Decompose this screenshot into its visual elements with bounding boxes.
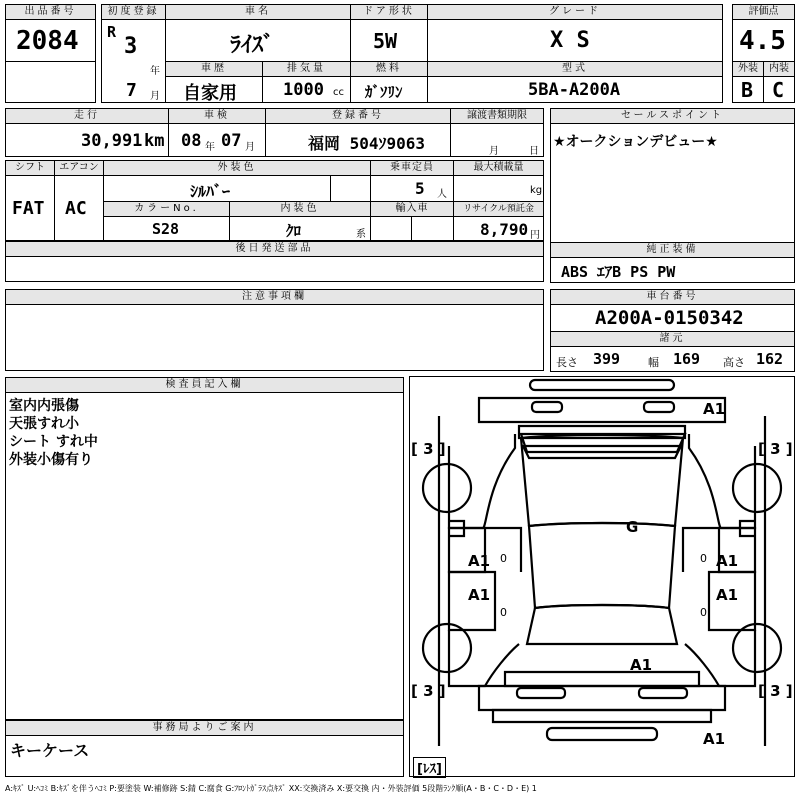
mark-front-bumper: A1: [703, 400, 726, 418]
int-color-cell: [229, 216, 371, 241]
mileage-label: 走行: [5, 108, 169, 124]
grade: X S: [550, 28, 590, 53]
grade-cell: [427, 19, 723, 62]
km-unit: km: [144, 131, 165, 151]
insp-year-unit: 年: [205, 142, 215, 153]
model: 5BA-A200A: [528, 80, 621, 100]
transfer-cell: [450, 123, 544, 157]
tire-rear-left: [423, 624, 471, 672]
shift: FAT: [12, 198, 45, 219]
front-grille-bar: [530, 380, 674, 390]
chassis-cell: [550, 304, 795, 332]
exterior-label: 外装: [732, 61, 764, 77]
car-name-label: 車名: [165, 4, 351, 20]
import-cell-2: [411, 216, 454, 241]
inspector-line-1: 室内内張傷: [9, 398, 79, 414]
inspector-line-2: 天張すれ小: [9, 416, 79, 432]
score-label: 評価点: [732, 4, 795, 20]
genuine-cell: [550, 257, 795, 283]
front-light-left: [532, 402, 562, 412]
office-note: キーケース: [10, 741, 90, 760]
door-cell: [350, 19, 428, 62]
rear-fender-left: [449, 630, 519, 686]
max-load-cell: [453, 175, 544, 202]
exterior-cell: [732, 76, 764, 103]
chassis-label: 車台番号: [550, 289, 795, 305]
car-damage-diagram: [409, 376, 795, 777]
mark-tire-bottom-right: [ 3 ]: [758, 682, 793, 700]
spec-label: 諸元: [550, 331, 795, 347]
left-door-trim: [485, 528, 521, 572]
mark-tire-top-right: [ 3 ]: [758, 440, 793, 458]
tire-front-right: [733, 464, 781, 512]
mark-tire-bottom-left: [ 3 ]: [411, 682, 446, 700]
color-cell: [103, 175, 331, 202]
right-door-trim: [683, 528, 719, 572]
door-label: ドア形状: [350, 4, 428, 20]
dimensions-cell: [550, 346, 795, 372]
height: 162: [756, 350, 784, 368]
mark-rear-bumper: A1: [703, 730, 726, 748]
capacity: 5: [415, 179, 425, 198]
capacity-cell: [370, 175, 454, 202]
cc-unit: cc: [333, 87, 344, 98]
insp-month: 07: [221, 131, 242, 151]
windshield-shape: [521, 435, 683, 526]
inspector-cell: [5, 392, 404, 720]
interior-cell: [763, 76, 795, 103]
car-name: ﾗｲｽﾞ: [230, 33, 275, 58]
fuel-cell: [350, 76, 428, 103]
office-cell: [5, 735, 404, 777]
shift-cell: [5, 175, 55, 241]
damage-legend: A:ｷｽﾞ U:ﾍｺﾐ B:ｷｽﾞを伴うﾍｺﾐ P:要塗装 W:補修跡 S:錆 C:腐食 G:ﾌﾛﾝﾄｶﾞﾗｽ点ｷｽﾞ XX:交換済み X:要交換 内・外装評価 5段階ﾗﾝｸ順(A・B・C・D・E) 1: [5, 784, 537, 793]
later-parts-label: 後日発送部品: [5, 241, 544, 257]
color-label: 外装色: [103, 160, 371, 176]
notes-cell: [5, 304, 544, 371]
int-color: ｸﾛ: [286, 222, 302, 240]
reg-no: 福岡 504ｿ9063: [308, 134, 426, 153]
height-label: 高さ: [723, 356, 745, 369]
interior-label: 内装: [763, 61, 795, 77]
rear-fender-right: [685, 630, 755, 686]
ac-label: エアコン: [54, 160, 104, 176]
insp-year: 08: [181, 131, 202, 151]
front-fender-right: [689, 434, 755, 528]
length-label: 長さ: [556, 356, 578, 369]
roof-shape: [529, 523, 675, 608]
notes-label: 注意事項欄: [5, 289, 544, 305]
year-unit: 年: [150, 66, 160, 77]
mileage-cell: [5, 123, 169, 157]
width-label: 幅: [648, 356, 659, 369]
spare-tire-box: [547, 728, 657, 740]
office-label: 事務局よりご案内: [5, 720, 404, 736]
sales-point: ★オークションデビュー★: [553, 134, 718, 150]
mark-left-zero-2: 0: [500, 606, 507, 619]
max-load-unit: kg: [530, 185, 543, 196]
mark-right-zero-1: 0: [700, 552, 707, 565]
displacement-cell: [262, 76, 351, 103]
rear-window-shape: [527, 605, 677, 644]
fuel: ｶﾞｿﾘﾝ: [365, 83, 403, 101]
ac: AC: [65, 198, 87, 219]
tire-rear-right: [733, 624, 781, 672]
rear-bumper-shape: [479, 686, 725, 710]
capacity-label: 乗車定員: [370, 160, 454, 176]
exterior-grade: B: [741, 78, 754, 102]
reg-year: 3: [124, 34, 138, 59]
mark-right-front-door: A1: [716, 552, 739, 570]
inspector-line-4: 外装小傷有り: [9, 452, 93, 468]
lot-no-label: 出品番号: [5, 4, 96, 20]
inspection-cell: [168, 123, 266, 157]
color-no-cell: [103, 216, 230, 241]
recycle-unit: 円: [530, 230, 540, 241]
history-label: 車歴: [165, 61, 263, 77]
ext-color: ｼﾙﾊﾞｰ: [190, 182, 231, 201]
front-bumper-shape: [479, 398, 725, 422]
recycle-label: リサイクル預託金: [453, 201, 544, 217]
later-parts-cell: [5, 256, 544, 282]
import-label: 輸入車: [370, 201, 454, 217]
lot-no-cell: [5, 19, 96, 62]
color-no-label: カラーNo.: [103, 201, 230, 217]
rear-deck-shape: [505, 672, 699, 686]
transfer-day: 日: [529, 146, 539, 157]
genuine-equipment: ABS ｴｱB PS PW: [561, 263, 676, 281]
door: 5W: [373, 29, 398, 53]
score-cell: [732, 19, 795, 62]
sales-cell: [550, 123, 795, 243]
length: 399: [593, 350, 621, 368]
width: 169: [673, 350, 701, 368]
era: R: [107, 23, 117, 41]
mark-tire-top-left: [ 3 ]: [411, 440, 446, 458]
genuine-label: 純正装備: [550, 242, 795, 258]
first-reg-cell: [101, 19, 166, 103]
grade-label: グレード: [427, 4, 723, 20]
transfer-month: 月: [489, 146, 499, 157]
color-extra-cell: [330, 175, 371, 202]
int-color-unit: 系: [356, 229, 366, 240]
fuel-label: 燃料: [350, 61, 428, 77]
mark-roof-rear: A1: [630, 656, 653, 674]
reg-no-cell: [265, 123, 451, 157]
int-color-label: 内装色: [229, 201, 371, 217]
inspector-line-3: シート すれ中: [9, 434, 98, 450]
rear-light-right: [639, 688, 687, 698]
mark-right-rear-door: A1: [716, 586, 739, 604]
sales-label: セールスポイント: [550, 108, 795, 124]
shift-label: シフト: [5, 160, 55, 176]
first-reg-label: 初度登録: [101, 4, 166, 20]
history: 自家用: [183, 83, 237, 103]
reg-month: 7: [126, 80, 137, 101]
recycle-cell: [453, 216, 544, 241]
color-no: S28: [152, 220, 180, 238]
front-fender-left: [449, 434, 515, 528]
displacement: 1000: [283, 80, 324, 100]
history-cell: [165, 76, 263, 103]
lot-no: 2084: [16, 26, 79, 56]
transfer-label: 譲渡書類期限: [450, 108, 544, 124]
recycle: 8,790: [480, 220, 529, 239]
import-cell: [370, 216, 412, 241]
displacement-label: 排気量: [262, 61, 351, 77]
model-cell: [427, 76, 723, 103]
chassis-number: A200A-0150342: [595, 307, 744, 329]
inspector-label: 検査員記入欄: [5, 377, 404, 393]
tire-front-left: [423, 464, 471, 512]
mileage: 30,991: [81, 131, 143, 151]
rear-light-left: [517, 688, 565, 698]
month-unit: 月: [150, 91, 160, 102]
mark-right-zero-2: 0: [700, 606, 707, 619]
model-label: 型式: [427, 61, 723, 77]
capacity-unit: 人: [437, 189, 447, 200]
mark-left-front-door: A1: [468, 552, 491, 570]
rear-lower-bar: [493, 710, 711, 722]
max-load-label: 最大積載量: [453, 160, 544, 176]
lot-no-blank: [5, 61, 96, 103]
reg-no-label: 登録番号: [265, 108, 451, 124]
ac-cell: [54, 175, 104, 241]
mark-left-rear-door: A1: [468, 586, 491, 604]
interior-grade: C: [772, 78, 785, 102]
inspection-label: 車検: [168, 108, 266, 124]
mark-left-zero-1: 0: [500, 552, 507, 565]
mark-windshield: G: [626, 518, 639, 536]
mark-spare: [ﾚｽ]: [413, 757, 446, 778]
car-name-cell: [165, 19, 351, 62]
insp-month-unit: 月: [245, 142, 255, 153]
score: 4.5: [739, 26, 786, 56]
front-light-right: [644, 402, 674, 412]
